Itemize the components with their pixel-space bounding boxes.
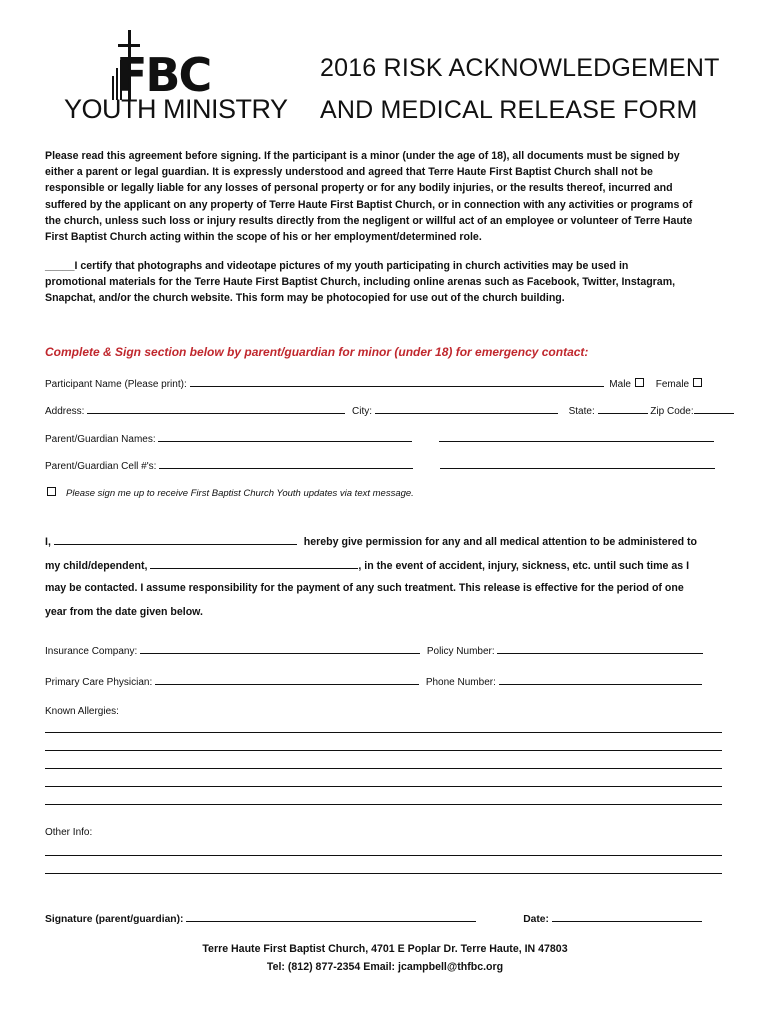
photo-consent-line: Snapchat, and/or the church website. This form may be photocopied for use out of the church building. bbox=[45, 292, 565, 305]
state-field[interactable] bbox=[598, 403, 648, 414]
permission-line-2 bbox=[45, 558, 689, 572]
agreement-line: Please read this agreement before signing. If the participant is a minor (under the age of 18), all documents must be signed by bbox=[45, 150, 680, 162]
photo-consent-line: promotional materials for the Terre Haute First Baptist Church, including online arenas such as Facebook, Twitter, Instagram, bbox=[45, 276, 676, 289]
participant-name-field[interactable] bbox=[190, 376, 604, 387]
phone-label: Phone Number: bbox=[425, 677, 496, 688]
allergies-line[interactable] bbox=[45, 768, 722, 769]
physician-field[interactable] bbox=[155, 674, 419, 685]
form-title-line2: AND MEDICAL RELEASE FORM bbox=[320, 96, 698, 124]
policy-label: Policy Number: bbox=[426, 646, 495, 657]
text-updates-checkbox[interactable] bbox=[47, 487, 56, 496]
parent-cell-field-2[interactable] bbox=[440, 458, 715, 469]
permission-line-3: may be contacted. I assume responsibility for the payment of any such treatment. This release is effective for the period of one bbox=[45, 582, 684, 594]
permission-give-text: hereby give permission for any and all medical attention to be administered to bbox=[303, 536, 698, 548]
footer-contact: Tel: (812) 877-2354 Email: jcampbell@thfbc.org bbox=[266, 961, 504, 973]
agreement-line: the church, unless such loss or injury results directly from the negligent or willful act of an employee or volunteer of Terre Haute bbox=[45, 214, 693, 227]
parent-cell-row bbox=[45, 458, 715, 473]
section-heading: Complete & Sign section below by parent/guardian for minor (under 18) for emergency contact: bbox=[45, 345, 589, 359]
date-field[interactable] bbox=[552, 911, 702, 922]
physician-label: Primary Care Physician: bbox=[45, 677, 153, 688]
parent-names-label: Parent/Guardian Names: bbox=[45, 434, 156, 445]
photo-consent-paragraph bbox=[45, 258, 725, 307]
permission-line-4: year from the date given below. bbox=[45, 606, 203, 618]
male-label: Male bbox=[609, 379, 631, 390]
allergies-label: Known Allergies: bbox=[45, 706, 119, 717]
male-checkbox[interactable] bbox=[635, 378, 644, 387]
address-field[interactable] bbox=[87, 403, 345, 414]
female-checkbox[interactable] bbox=[693, 378, 702, 387]
other-info-label: Other Info: bbox=[45, 827, 93, 838]
logo-brand: FBC bbox=[116, 48, 211, 102]
signature-field[interactable] bbox=[186, 911, 476, 922]
footer-address: Terre Haute First Baptist Church, 4701 E Poplar Dr. Terre Haute, IN 47803 bbox=[202, 943, 568, 955]
agreement-line: First Baptist Church acting within the scope of his or her employment/determined role. bbox=[45, 231, 482, 244]
parent-name-field-2[interactable] bbox=[439, 431, 714, 442]
guardian-name-field[interactable] bbox=[54, 534, 297, 545]
insurance-field[interactable] bbox=[140, 643, 420, 654]
signature-row bbox=[45, 911, 702, 925]
insurance-label: Insurance Company: bbox=[45, 646, 138, 657]
female-label: Female bbox=[655, 379, 690, 390]
zip-field[interactable] bbox=[694, 403, 734, 414]
parent-name-field-1[interactable] bbox=[158, 431, 412, 442]
text-updates-label: Please sign me up to receive First Baptist Church Youth updates via text message. bbox=[66, 488, 414, 499]
parent-names-row bbox=[45, 431, 714, 446]
form-title-line1: 2016 RISK ACKNOWLEDGEMENT bbox=[320, 54, 720, 82]
permission-event-text: , in the event of accident, injury, sickness, etc. until such time as I bbox=[358, 560, 690, 572]
participant-name-label: Participant Name (Please print): bbox=[45, 379, 187, 390]
child-name-field[interactable] bbox=[150, 558, 358, 569]
photo-consent-line: _____I certify that photographs and videotape pictures of my youth participating in church activities may be used in bbox=[45, 260, 629, 272]
other-info-line[interactable] bbox=[45, 873, 722, 874]
address-label: Address: bbox=[45, 406, 85, 417]
allergies-line[interactable] bbox=[45, 786, 722, 787]
participant-row bbox=[45, 376, 702, 391]
signature-label: Signature (parent/guardian): bbox=[45, 914, 184, 925]
city-label: City: bbox=[352, 406, 373, 417]
agreement-line: responsible or legally liable for any losses of personal property or for any bodily injuries, or the results thereof, incurred and bbox=[45, 182, 673, 195]
state-label: State: bbox=[568, 406, 595, 417]
policy-field[interactable] bbox=[497, 643, 703, 654]
permission-i-label: I, bbox=[45, 536, 51, 548]
agreement-paragraph bbox=[45, 148, 725, 245]
logo-subtitle: YOUTH MINISTRY bbox=[64, 94, 288, 124]
allergies-line[interactable] bbox=[45, 804, 722, 805]
date-label: Date: bbox=[523, 914, 549, 925]
text-updates-row bbox=[45, 487, 414, 500]
agreement-line: either a parent or legal guardian. It is expressly understood and agreed that Terre Haute First Baptist Church shall not be bbox=[45, 166, 653, 179]
child-dependent-label: my child/dependent, bbox=[45, 560, 148, 572]
zip-label: Zip Code: bbox=[650, 406, 694, 417]
allergies-line[interactable] bbox=[45, 750, 722, 751]
agreement-line: suffered by the applicant on any property of Terre Haute First Baptist Church, or in connection with any activities or programs of bbox=[45, 198, 693, 211]
parent-cell-label: Parent/Guardian Cell #'s: bbox=[45, 461, 157, 472]
parent-cell-field-1[interactable] bbox=[159, 458, 413, 469]
city-field[interactable] bbox=[375, 403, 558, 414]
permission-line-1 bbox=[45, 534, 697, 548]
address-row bbox=[45, 403, 734, 418]
phone-field[interactable] bbox=[499, 674, 702, 685]
insurance-row bbox=[45, 643, 703, 658]
other-info-line[interactable] bbox=[45, 855, 722, 856]
allergies-line[interactable] bbox=[45, 732, 722, 733]
physician-row bbox=[45, 674, 702, 689]
